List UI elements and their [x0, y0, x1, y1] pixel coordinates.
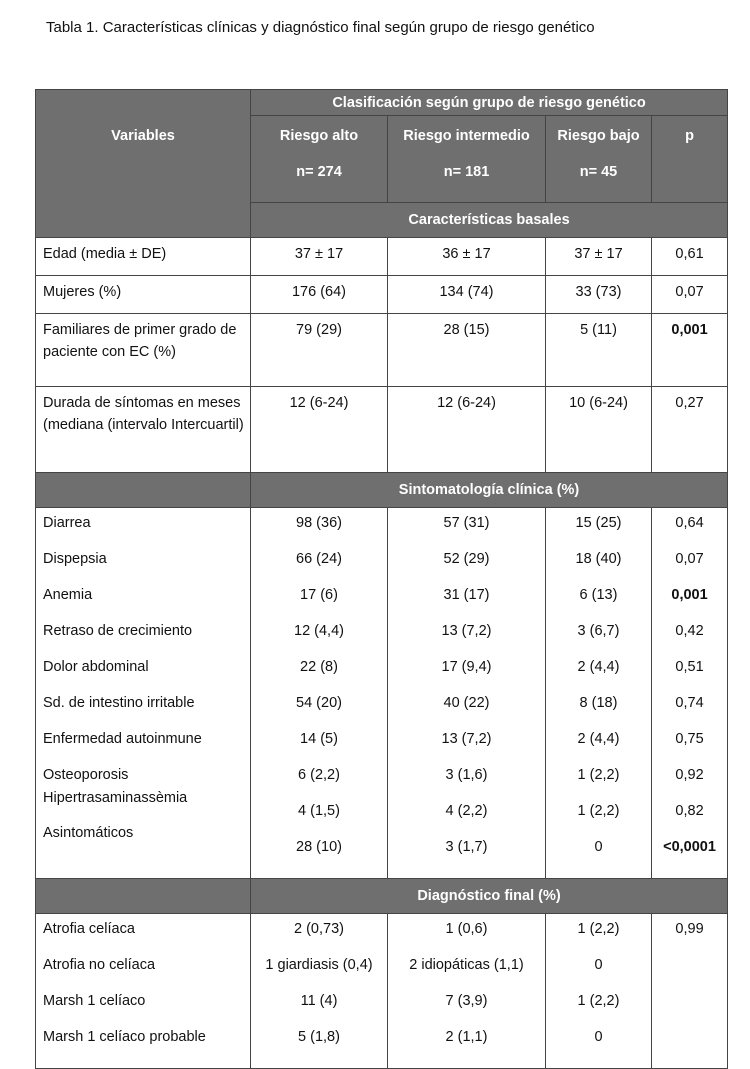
list-item: Dispepsia	[43, 551, 107, 567]
list-item: Diarrea	[43, 515, 91, 531]
list-item: 54 (20)	[296, 695, 342, 711]
col-header-riesgo-intermedio	[388, 116, 546, 203]
list-item: 4 (1,5)	[298, 803, 340, 819]
list-item: 8 (18)	[579, 695, 618, 711]
list-item: 0,74	[675, 695, 704, 711]
clinical-bajo-column	[546, 508, 652, 879]
list-item: 0,82	[675, 803, 704, 819]
list-item: 18 (40)	[575, 551, 622, 567]
cell-variable: Durada de síntomas en meses (mediana (intervalo Intercuartil)	[36, 387, 251, 473]
cell-bajo: 37 ± 17	[546, 238, 652, 276]
list-item: Anemia	[43, 587, 93, 603]
header-row-1	[36, 90, 728, 116]
final-block	[36, 914, 728, 1069]
list-item: 6 (13)	[579, 587, 618, 603]
list-item: 98 (36)	[296, 515, 342, 531]
section-clinical-row	[36, 473, 728, 508]
cell-p: 0,07	[652, 276, 728, 314]
list-item: 4 (2,2)	[445, 803, 488, 819]
col-label: Riesgo intermedio	[403, 128, 530, 144]
final-p-column	[652, 914, 728, 1069]
variables-header: Variables	[36, 90, 251, 238]
col-n: n= 181	[443, 164, 490, 180]
cell-bajo: 33 (73)	[546, 276, 652, 314]
cell-variable: Mujeres (%)	[36, 276, 251, 314]
list-item: 0,07	[675, 551, 704, 567]
list-item: Hipertrasaminassèmia	[43, 790, 188, 806]
list-item: Enfermedad autoinmune	[43, 731, 202, 747]
list-item: Marsh 1 celíaco probable	[43, 1029, 206, 1045]
results-table	[35, 89, 728, 1069]
list-item: 5 (1,8)	[298, 1029, 340, 1045]
list-item: 0,99	[675, 921, 704, 937]
list-item: 0	[594, 1029, 603, 1045]
list-item: 3 (1,7)	[445, 839, 488, 855]
list-item: Atrofia no celíaca	[43, 957, 156, 973]
col-header-riesgo-bajo	[546, 116, 652, 203]
final-variables-column	[36, 914, 251, 1069]
list-item: 2 (4,4)	[577, 731, 620, 747]
cell-alto: 79 (29)	[251, 314, 388, 387]
list-item: 1 (2,2)	[577, 921, 620, 937]
table-row	[36, 314, 728, 387]
list-item: 0,51	[675, 659, 704, 675]
cell-p: 0,27	[652, 387, 728, 473]
col-n: n= 274	[296, 164, 342, 180]
section-final-row	[36, 879, 728, 914]
list-item	[652, 990, 727, 1026]
col-n: n= 45	[579, 164, 618, 180]
col-header-riesgo-alto	[251, 116, 388, 203]
list-item: Sd. de intestino irritable	[43, 695, 195, 711]
list-item: 1 (2,2)	[577, 993, 620, 1009]
table-row	[36, 238, 728, 276]
section-final: Diagnóstico final (%)	[251, 879, 728, 914]
list-item: Atrofia celíaca	[43, 921, 135, 937]
final-bajo-column	[546, 914, 652, 1069]
cell-p: 0,001	[652, 314, 728, 387]
cell-p: 0,61	[652, 238, 728, 276]
list-item: 15 (25)	[575, 515, 622, 531]
cell-alto: 37 ± 17	[251, 238, 388, 276]
list-item: 0,001	[671, 587, 708, 603]
list-item: 3 (1,6)	[445, 767, 488, 783]
cell-intermedio: 36 ± 17	[388, 238, 546, 276]
list-item: 0	[594, 839, 603, 855]
clinical-p-column	[652, 508, 728, 879]
clinical-block	[36, 508, 728, 879]
cell-intermedio: 28 (15)	[388, 314, 546, 387]
cell-intermedio: 12 (6-24)	[388, 387, 546, 473]
list-item: 14 (5)	[300, 731, 338, 747]
list-item: <0,0001	[663, 839, 716, 855]
final-alto-column	[251, 914, 388, 1069]
list-item: 13 (7,2)	[441, 623, 492, 639]
list-item: 13 (7,2)	[441, 731, 492, 747]
list-item: 2 idiopáticas (1,1)	[409, 957, 524, 973]
list-item: Retraso de crecimiento	[43, 623, 193, 639]
list-item: Marsh 1 celíaco	[43, 993, 146, 1009]
cell-alto: 12 (6-24)	[251, 387, 388, 473]
list-item: 6 (2,2)	[298, 767, 340, 783]
list-item: 22 (8)	[300, 659, 338, 675]
col-label: Riesgo bajo	[557, 128, 640, 144]
list-item: Asintomáticos	[43, 825, 134, 841]
list-item: 1 (2,2)	[577, 767, 620, 783]
section-left-blank	[36, 473, 251, 508]
section-clinical: Sintomatología clínica (%)	[251, 473, 728, 508]
list-item: 1 (0,6)	[445, 921, 488, 937]
list-item: 0,42	[675, 623, 704, 639]
clinical-intermedio-column	[388, 508, 546, 879]
col-header-p	[652, 116, 728, 203]
table-caption: Tabla 1. Características clínicas y diagnóstico final según grupo de riesgo genético	[46, 19, 595, 36]
section-basal: Características basales	[251, 203, 728, 238]
list-item: 3 (6,7)	[577, 623, 620, 639]
list-item: 0,92	[675, 767, 704, 783]
final-intermedio-column	[388, 914, 546, 1069]
list-item: 11 (4)	[300, 993, 338, 1009]
section-left-blank	[36, 879, 251, 914]
cell-bajo: 10 (6-24)	[546, 387, 652, 473]
list-item: 0	[594, 957, 603, 973]
col-label: Riesgo alto	[279, 128, 359, 144]
list-item: 1 (2,2)	[577, 803, 620, 819]
cell-alto: 176 (64)	[251, 276, 388, 314]
list-item: 57 (31)	[443, 515, 490, 531]
list-item: 7 (3,9)	[445, 993, 488, 1009]
group-title-header: Clasificación según grupo de riesgo genético	[251, 90, 728, 116]
clinical-alto-column	[251, 508, 388, 879]
clinical-variables-column	[36, 508, 251, 879]
list-item: 40 (22)	[443, 695, 490, 711]
list-item: 17 (6)	[300, 587, 338, 603]
list-item: 0,75	[675, 731, 704, 747]
list-item: 12 (4,4)	[294, 623, 344, 639]
cell-variable: Familiares de primer grado de paciente con EC (%)	[36, 314, 251, 387]
list-item: Osteoporosis	[43, 767, 129, 783]
cell-intermedio: 134 (74)	[388, 276, 546, 314]
list-item: Dolor abdominal	[43, 659, 149, 675]
list-item: 1 giardiasis (0,4)	[265, 957, 373, 973]
list-item: 0,64	[675, 515, 704, 531]
cell-bajo: 5 (11)	[546, 314, 652, 387]
list-item: 52 (29)	[443, 551, 490, 567]
list-item: 66 (24)	[296, 551, 342, 567]
table-row	[36, 276, 728, 314]
list-item: 2 (4,4)	[577, 659, 620, 675]
col-label: p	[685, 128, 694, 144]
list-item: 31 (17)	[443, 587, 490, 603]
list-item	[652, 954, 727, 990]
cell-variable: Edad (media ± DE)	[36, 238, 251, 276]
list-item: 28 (10)	[296, 839, 342, 855]
list-item: 2 (0,73)	[294, 921, 344, 937]
list-item: 17 (9,4)	[441, 659, 492, 675]
list-item: 2 (1,1)	[445, 1029, 488, 1045]
table-row	[36, 387, 728, 473]
